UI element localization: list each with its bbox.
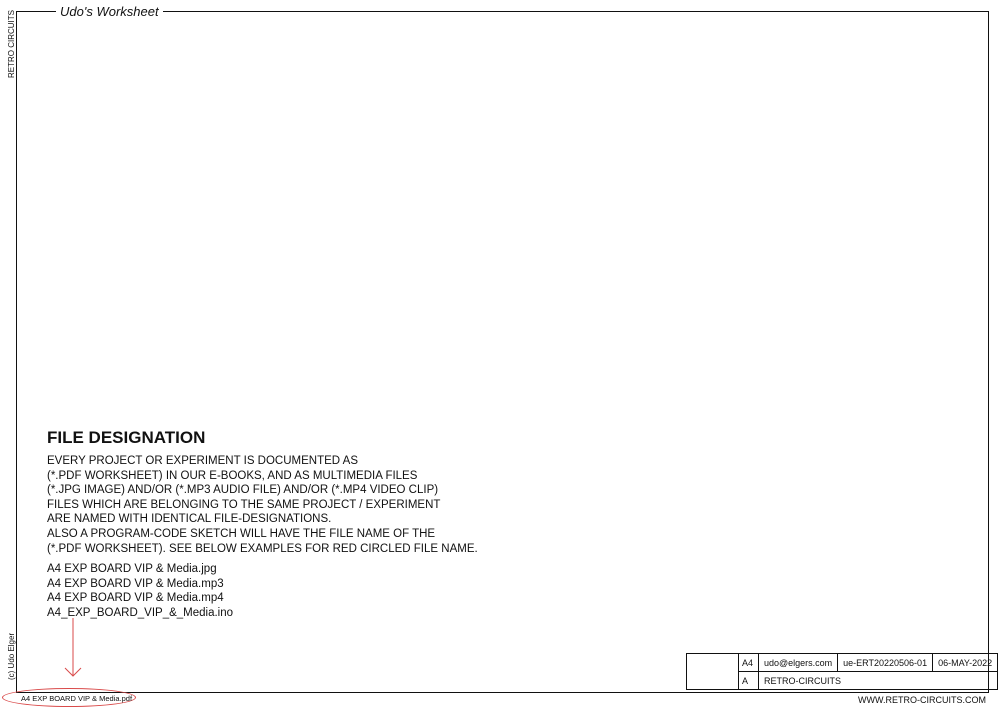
website-url: WWW.RETRO-CIRCUITS.COM bbox=[858, 695, 986, 705]
file-designation-section bbox=[47, 428, 478, 621]
side-label-top: RETRO CIRCUITS bbox=[7, 10, 16, 78]
pdf-filename: A4 EXP BOARD VIP & Media.pdf bbox=[21, 694, 133, 703]
description-line: FILES WHICH ARE BELONGING TO THE SAME PROJECT / EXPERIMENT bbox=[47, 498, 441, 511]
company-name: RETRO-CIRCUITS bbox=[759, 672, 998, 690]
description-line: ARE NAMED WITH IDENTICAL FILE-DESIGNATIONS. bbox=[47, 513, 332, 526]
revision: A bbox=[739, 672, 759, 690]
paper-size: A4 bbox=[739, 654, 759, 672]
description-text bbox=[47, 454, 478, 556]
section-heading: FILE DESIGNATION bbox=[47, 428, 206, 447]
example-file: A4 EXP BOARD VIP & Media.mp4 bbox=[47, 592, 224, 605]
side-label-bottom: (c) Udo Elger bbox=[7, 632, 16, 680]
description-line: (*.PDF WORKSHEET) IN OUR E-BOOKS, AND AS MULTIMEDIA FILES bbox=[47, 469, 418, 482]
example-file-list bbox=[47, 562, 478, 620]
example-file: A4 EXP BOARD VIP & Media.jpg bbox=[47, 563, 217, 576]
description-line: (*.JPG IMAGE) AND/OR (*.MP3 AUDIO FILE) AND/OR (*.MP4 VIDEO CLIP) bbox=[47, 484, 439, 497]
example-file: A4_EXP_BOARD_VIP_&_Media.ino bbox=[47, 606, 234, 619]
title-block-empty-cell bbox=[687, 654, 739, 690]
example-file: A4 EXP BOARD VIP & Media.mp3 bbox=[47, 577, 224, 590]
description-line: ALSO A PROGRAM-CODE SKETCH WILL HAVE THE FILE NAME OF THE bbox=[47, 527, 436, 540]
author-email: udo@elgers.com bbox=[759, 654, 838, 672]
sheet-title: Udo's Worksheet bbox=[56, 4, 163, 19]
title-block bbox=[686, 653, 998, 690]
description-line: EVERY PROJECT OR EXPERIMENT IS DOCUMENTED AS bbox=[47, 455, 358, 467]
description-line: (*.PDF WORKSHEET). SEE BELOW EXAMPLES FOR RED CIRCLED FILE NAME. bbox=[47, 542, 478, 555]
document-date: 06-MAY-2022 bbox=[933, 654, 998, 672]
red-arrow-icon bbox=[62, 618, 84, 680]
document-id: ue-ERT20220506-01 bbox=[838, 654, 933, 672]
